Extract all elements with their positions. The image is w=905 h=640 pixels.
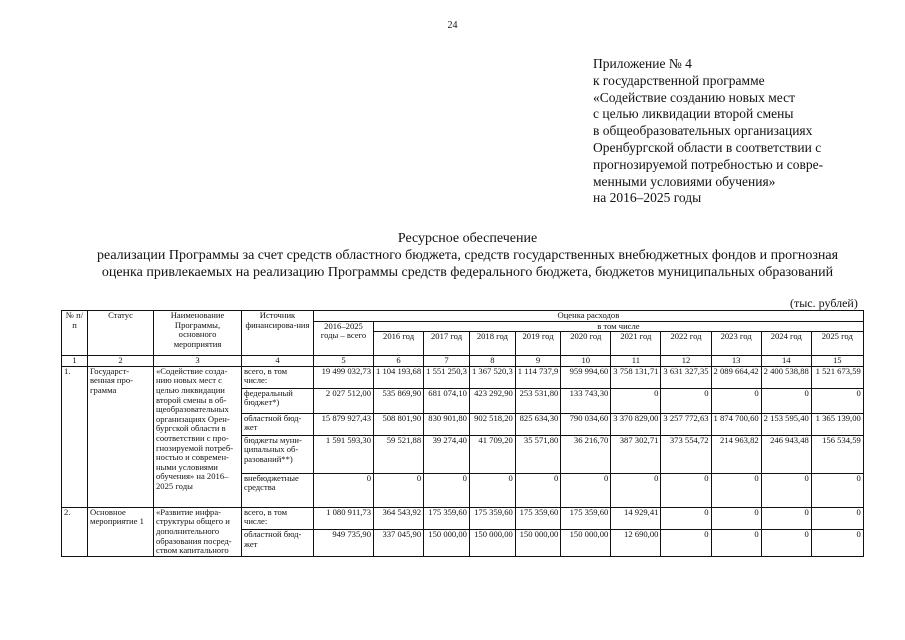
year-value-cell: 150 000,00 <box>469 530 515 557</box>
header-status: Статус <box>88 311 154 356</box>
header-year: 2025 год <box>811 332 863 356</box>
row-num-cell: 1. <box>62 366 88 507</box>
year-value-cell: 0 <box>374 473 424 507</box>
appendix-line: Оренбургской области в соответствии с <box>593 139 822 155</box>
heading-subtitle-line: оценка привлекаемых на реализацию Программы средств федерального бюджета, бюджетов муниципальных образований <box>101 265 834 280</box>
row-status-cell: Основное мероприятие 1 <box>88 507 154 556</box>
header-including: в том числе <box>374 321 864 332</box>
header-estimate: Оценка расходов <box>314 311 864 322</box>
year-value-cell: 253 531,80 <box>515 388 561 413</box>
header-year: 2019 год <box>515 332 561 356</box>
year-value-cell: 3 631 327,35 <box>661 366 711 388</box>
index-cell: 11 <box>611 356 661 367</box>
year-value-cell: 1 367 520,3 <box>469 366 515 388</box>
header-name: Наименование Программы, основного мероприятия <box>154 311 242 356</box>
appendix-line: к государственной программе <box>593 72 765 88</box>
appendix-line: «Содействие созданию новых мест <box>593 89 795 105</box>
year-value-cell: 36 216,70 <box>561 435 611 473</box>
year-value-cell: 2 153 595,40 <box>761 413 811 435</box>
year-value-cell: 175 359,60 <box>424 507 470 529</box>
year-value-cell: 0 <box>424 473 470 507</box>
table-row <box>62 366 864 388</box>
year-value-cell: 1 104 193,68 <box>374 366 424 388</box>
year-value-cell: 3 257 772,63 <box>661 413 711 435</box>
year-value-cell: 150 000,00 <box>515 530 561 557</box>
index-cell: 5 <box>314 356 374 367</box>
year-value-cell: 1 365 139,00 <box>811 413 863 435</box>
year-value-cell: 3 758 131,71 <box>611 366 661 388</box>
header-year: 2022 год <box>661 332 711 356</box>
year-value-cell: 14 929,41 <box>611 507 661 529</box>
appendix-block <box>593 56 893 207</box>
year-value-cell: 0 <box>711 473 761 507</box>
year-value-cell: 246 943,48 <box>761 435 811 473</box>
year-value-cell: 3 370 829,00 <box>611 413 661 435</box>
year-value-cell: 156 534,59 <box>811 435 863 473</box>
year-value-cell: 0 <box>611 388 661 413</box>
source-label-cell: федеральный бюджет*) <box>242 388 314 413</box>
index-cell: 8 <box>469 356 515 367</box>
year-value-cell: 2 089 664,42 <box>711 366 761 388</box>
year-value-cell: 175 359,60 <box>561 507 611 529</box>
year-value-cell: 373 554,72 <box>661 435 711 473</box>
year-value-cell: 0 <box>469 473 515 507</box>
header-year: 2017 год <box>424 332 470 356</box>
index-cell: 1 <box>62 356 88 367</box>
year-value-cell: 0 <box>611 473 661 507</box>
year-value-cell: 0 <box>661 388 711 413</box>
year-value-cell: 387 302,71 <box>611 435 661 473</box>
appendix-line: прогнозируемой потребностью и совре- <box>593 156 824 172</box>
header-year: 2016 год <box>374 332 424 356</box>
year-value-cell: 790 034,60 <box>561 413 611 435</box>
header-num: № п/п <box>62 311 88 356</box>
appendix-line: Приложение № 4 <box>593 56 692 71</box>
index-cell: 6 <box>374 356 424 367</box>
header-source: Источник финансирова-ния <box>242 311 314 356</box>
total-value-cell: 1 080 911,73 <box>314 507 374 529</box>
index-cell: 13 <box>711 356 761 367</box>
header-year: 2024 год <box>761 332 811 356</box>
year-value-cell: 1 521 673,59 <box>811 366 863 388</box>
year-value-cell: 337 045,90 <box>374 530 424 557</box>
source-label-cell: областной бюд-жет <box>242 530 314 557</box>
index-cell: 2 <box>88 356 154 367</box>
year-value-cell: 825 634,30 <box>515 413 561 435</box>
year-value-cell: 39 274,40 <box>424 435 470 473</box>
header-year: 2018 год <box>469 332 515 356</box>
year-value-cell: 0 <box>661 473 711 507</box>
year-value-cell: 0 <box>661 507 711 529</box>
year-value-cell: 0 <box>811 388 863 413</box>
year-value-cell: 902 518,20 <box>469 413 515 435</box>
appendix-line: на 2016–2025 годы <box>593 190 702 206</box>
heading-subtitle-line: реализации Программы за счет средств областного бюджета, средств государственных внебюджетных фондов и прогнозная <box>96 248 839 263</box>
year-value-cell: 508 801,90 <box>374 413 424 435</box>
table-body <box>62 366 864 556</box>
year-value-cell: 35 571,80 <box>515 435 561 473</box>
year-value-cell: 0 <box>811 473 863 507</box>
year-value-cell: 12 690,00 <box>611 530 661 557</box>
page-number: 24 <box>447 20 458 31</box>
year-value-cell: 0 <box>811 507 863 529</box>
index-cell: 3 <box>154 356 242 367</box>
index-cell: 7 <box>424 356 470 367</box>
year-value-cell: 0 <box>761 507 811 529</box>
year-value-cell: 364 543,92 <box>374 507 424 529</box>
appendix-line: с целью ликвидации второй смены <box>593 106 794 122</box>
header-year: 2023 год <box>711 332 761 356</box>
year-value-cell: 150 000,00 <box>561 530 611 557</box>
year-value-cell: 0 <box>761 473 811 507</box>
year-value-cell: 0 <box>761 388 811 413</box>
index-cell: 4 <box>242 356 314 367</box>
index-cell: 12 <box>661 356 711 367</box>
index-cell: 9 <box>515 356 561 367</box>
heading-title: Ресурсное обеспечение <box>397 231 538 246</box>
total-value-cell: 2 027 512,00 <box>314 388 374 413</box>
year-value-cell: 0 <box>711 388 761 413</box>
year-value-cell: 41 709,20 <box>469 435 515 473</box>
source-label-cell: бюджеты муни-ципальных об-разований**) <box>242 435 314 473</box>
year-value-cell: 959 994,60 <box>561 366 611 388</box>
index-cell: 14 <box>761 356 811 367</box>
year-value-cell: 1 874 700,60 <box>711 413 761 435</box>
header-year: 2020 год <box>561 332 611 356</box>
source-label-cell: всего, в том числе: <box>242 366 314 388</box>
source-label-cell: областной бюд-жет <box>242 413 314 435</box>
year-value-cell: 214 963,82 <box>711 435 761 473</box>
total-value-cell: 15 879 927,43 <box>314 413 374 435</box>
year-value-cell: 0 <box>711 530 761 557</box>
year-value-cell: 0 <box>661 530 711 557</box>
year-value-cell: 0 <box>561 473 611 507</box>
year-value-cell: 681 074,10 <box>424 388 470 413</box>
index-cell: 10 <box>561 356 611 367</box>
total-value-cell: 1 591 593,30 <box>314 435 374 473</box>
year-value-cell: 1 114 737,9 <box>515 366 561 388</box>
year-value-cell: 1 551 250,3 <box>424 366 470 388</box>
year-value-cell: 133 743,30 <box>561 388 611 413</box>
year-value-cell: 2 400 538,88 <box>761 366 811 388</box>
row-status-cell: Государст-венная про-грамма <box>88 366 154 507</box>
year-value-cell: 830 901,80 <box>424 413 470 435</box>
year-value-cell: 175 359,60 <box>469 507 515 529</box>
year-value-cell: 0 <box>761 530 811 557</box>
total-value-cell: 19 499 032,73 <box>314 366 374 388</box>
index-cell: 15 <box>811 356 863 367</box>
source-label-cell: внебюджетные средства <box>242 473 314 507</box>
table-header <box>62 311 864 367</box>
year-value-cell: 0 <box>711 507 761 529</box>
index-row <box>62 356 864 367</box>
year-value-cell: 59 521,88 <box>374 435 424 473</box>
appendix-line: менными условиями обучения» <box>593 173 776 189</box>
year-value-cell: 150 000,00 <box>424 530 470 557</box>
header-total: 2016–2025 годы – всего <box>314 321 374 356</box>
source-label-cell: всего, в том числе: <box>242 507 314 529</box>
appendix-line: в общеобразовательных организациях <box>593 123 813 139</box>
total-value-cell: 0 <box>314 473 374 507</box>
year-value-cell: 0 <box>811 530 863 557</box>
row-name-cell: «Содействие созда-нию новых мест с целью ликвидации второй смены в об-щеобразовательных организациях Орен-бургской области в соответствии с про-гнозируемой потреб-ностью и современ-ными условиями обучения» на 2016–2025 годы <box>154 366 242 507</box>
total-value-cell: 949 735,90 <box>314 530 374 557</box>
year-value-cell: 423 292,90 <box>469 388 515 413</box>
row-num-cell: 2. <box>62 507 88 556</box>
year-value-cell: 175 359,60 <box>515 507 561 529</box>
header-year: 2021 год <box>611 332 661 356</box>
row-name-cell: «Развитие инфра-структуры общего и дополнительного образования посред-ством капитального <box>154 507 242 556</box>
year-value-cell: 535 869,90 <box>374 388 424 413</box>
resource-table <box>61 310 864 557</box>
table-row <box>62 507 864 529</box>
units-label: (тыс. рублей) <box>790 296 858 310</box>
year-value-cell: 0 <box>515 473 561 507</box>
